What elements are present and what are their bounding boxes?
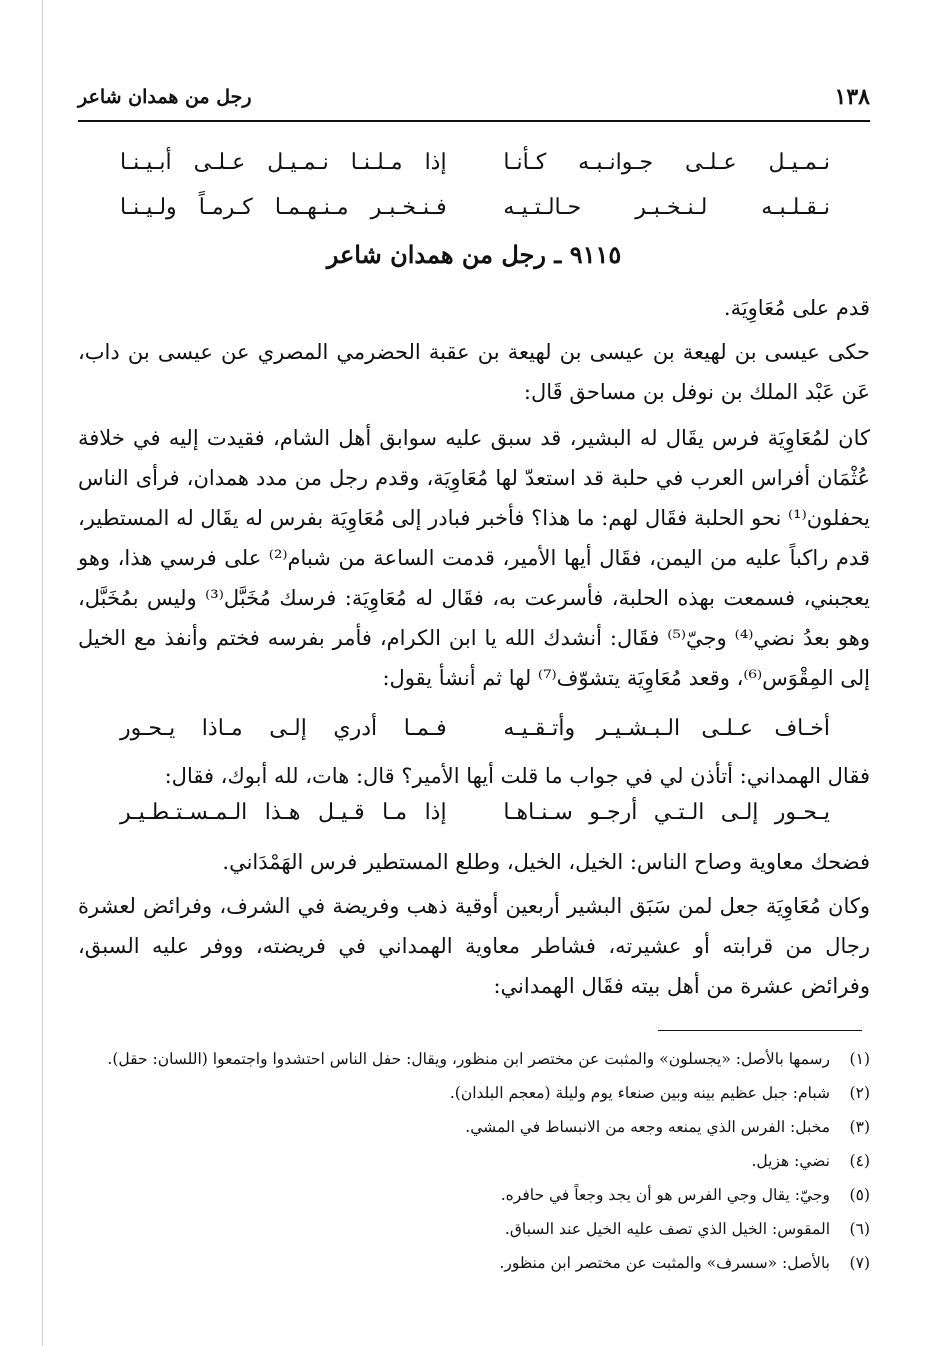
footnote-number: (١) — [849, 1050, 870, 1068]
footnote-text: المقوس: الخيل الذي تصف عليه الخيل عند السباق. — [504, 1220, 830, 1238]
poem-hemistich-first: يـحـور إلـى الـتـي أرجـو سـنـاهـا — [503, 800, 830, 825]
poem-hemistich-first: أخـاف عـلـى الـبـشـيـر وأتـقـيـه — [503, 716, 830, 741]
poem-hemistich-first: نـمـيـل عـلـى جـوانـبـه كـأنـا — [503, 150, 830, 175]
poem-hemistich-second: إذا مـلـنـا نـمـيـل عـلـى أبـيـنـا — [120, 150, 447, 175]
footnote-number: (٢) — [849, 1084, 870, 1102]
poem-line — [120, 150, 830, 175]
gutter-line — [42, 0, 43, 1346]
footnote — [70, 1144, 870, 1178]
footnotes — [70, 1042, 870, 1280]
paragraph-reply: فقال الهمداني: أتأذن لي في جواب ما قلت أيها الأمير؟ قال: هات، لله أبوك، فقال: — [164, 764, 870, 788]
running-title: رجل من همدان شاعر — [78, 86, 252, 108]
footnote-number: (٣) — [849, 1118, 870, 1136]
footnote-text: شبام: جبل عظيم بينه وبين صنعاء يوم وليلة (معجم البلدان). — [449, 1084, 830, 1102]
poem-line-reply — [120, 800, 830, 825]
footnote — [70, 1212, 870, 1246]
footnote-number: (٥) — [849, 1186, 870, 1204]
entry-intro: قدم على مُعَاوِيَة. — [723, 296, 870, 320]
poem-line-middle — [120, 716, 830, 741]
footnote-number: (٤) — [849, 1152, 870, 1170]
footnote-text: مخبل: الفرس الذي يمنعه وجعه من الانبساط في المشي. — [465, 1118, 830, 1136]
footnote — [70, 1076, 870, 1110]
footnote-rule — [658, 1030, 862, 1031]
footnote-text: بالأصل: «سسرف» والمثبت عن مختصر ابن منظور. — [499, 1254, 830, 1272]
paragraph-laughter: فضحك معاوية وصاح الناس: الخيل، الخيل، وطلع المستطير فرس الهَمْدَاني. — [222, 850, 870, 874]
footnote-text: نضي: هزيل. — [751, 1152, 830, 1170]
footnote — [70, 1178, 870, 1212]
poem-line — [120, 195, 830, 220]
footnote — [70, 1110, 870, 1144]
footnote-number: (٧) — [849, 1254, 870, 1272]
poem-hemistich-second: فـنـخـبـر مـنـهـمـا كـرمـاً ولـيـنـا — [120, 195, 447, 220]
header-rule — [78, 120, 870, 122]
footnote-text: وجيّ: يقال وجي الفرس هو أن يجد وجعاً في حافره. — [500, 1186, 830, 1204]
poem-hemistich-first: نـقـلـبـه لـنـخـبـر حـالـتـيـه — [503, 195, 830, 220]
footnote — [70, 1246, 870, 1280]
poem-hemistich-second: إذا مـا قـيـل هـذا الـمـسـتـطـيـر — [120, 800, 447, 825]
page-header — [78, 78, 870, 116]
footnote-number: (٦) — [849, 1220, 870, 1238]
page-number: ١٣٨ — [834, 84, 870, 110]
paragraph-prize: وكان مُعَاوِيَة جعل لمن سَبَق البشير أربعين أوقية ذهب وفريضة في الشرف، وفرائض لعشرة رجال من قرابته أو عشيرته، فشاطر معاوية الهمداني في فريضته، ووفر عليه السبق، وفرائض عشرة من أهل بيته فقَال الهمداني: — [78, 894, 870, 998]
entry-title: ٩١١٥ ـ رجل من همدان شاعر — [326, 240, 622, 269]
paragraph-story: كان لمُعَاوِيَة فرس يقَال له البشير، قد سبق عليه سوابق أهل الشام، فقيدت إليه في خلافة عُثْمَان أفراس العرب في حلبة قد استعدّ لها مُعَاوِيَة، وقدم رجل من مدد همدان، فرأى الناس يحفلون⁽¹⁾ نحو الحلبة فقَال لهم: ما هذا؟ فأخبر فبادر إلى مُعَاوِيَة بفرس له يقَال له المستطير، قدم راكباً عليه من اليمن، فقَال أيها الأمير، قدمت الساعة من شبام⁽²⁾ على فرسي هذا، وهو يعجبني، فسمعت بهذه الحلبة، فأسرعت به، فقَال له مُعَاوِيَة: فرسك مُخَبَّل⁽³⁾ وليس بمُخَبَّل، وهو بعدُ نضي⁽⁴⁾ وجيّ⁽⁵⁾ فقَال: أنشدك الله يا ابن الكرام، فأمر بفرسه فختم وأنفذ مع الخيل إلى المِقْوَس⁽⁶⁾، وقعد مُعَاوِيَة يتشوّف⁽⁷⁾ لها ثم أنشأ يقول: — [78, 426, 870, 690]
footnote-text: رسمها بالأصل: «يجسلون» والمثبت عن مختصر ابن منظور، ويقال: حفل الناس احتشدوا واجتمعوا (اللسان: حقل). — [107, 1050, 830, 1068]
paragraph-isnad: حكى عيسى بن لهيعة بن عيسى بن لهيعة بن عقبة الحضرمي المصري عن عيسى بن داب، عَن عَبْد الملك بن نوفل بن مساحق قَال: — [78, 340, 870, 404]
poem-hemistich-second: فـمـا أدري إلـى مـاذا يـحـور — [120, 716, 447, 741]
footnote — [70, 1042, 870, 1076]
